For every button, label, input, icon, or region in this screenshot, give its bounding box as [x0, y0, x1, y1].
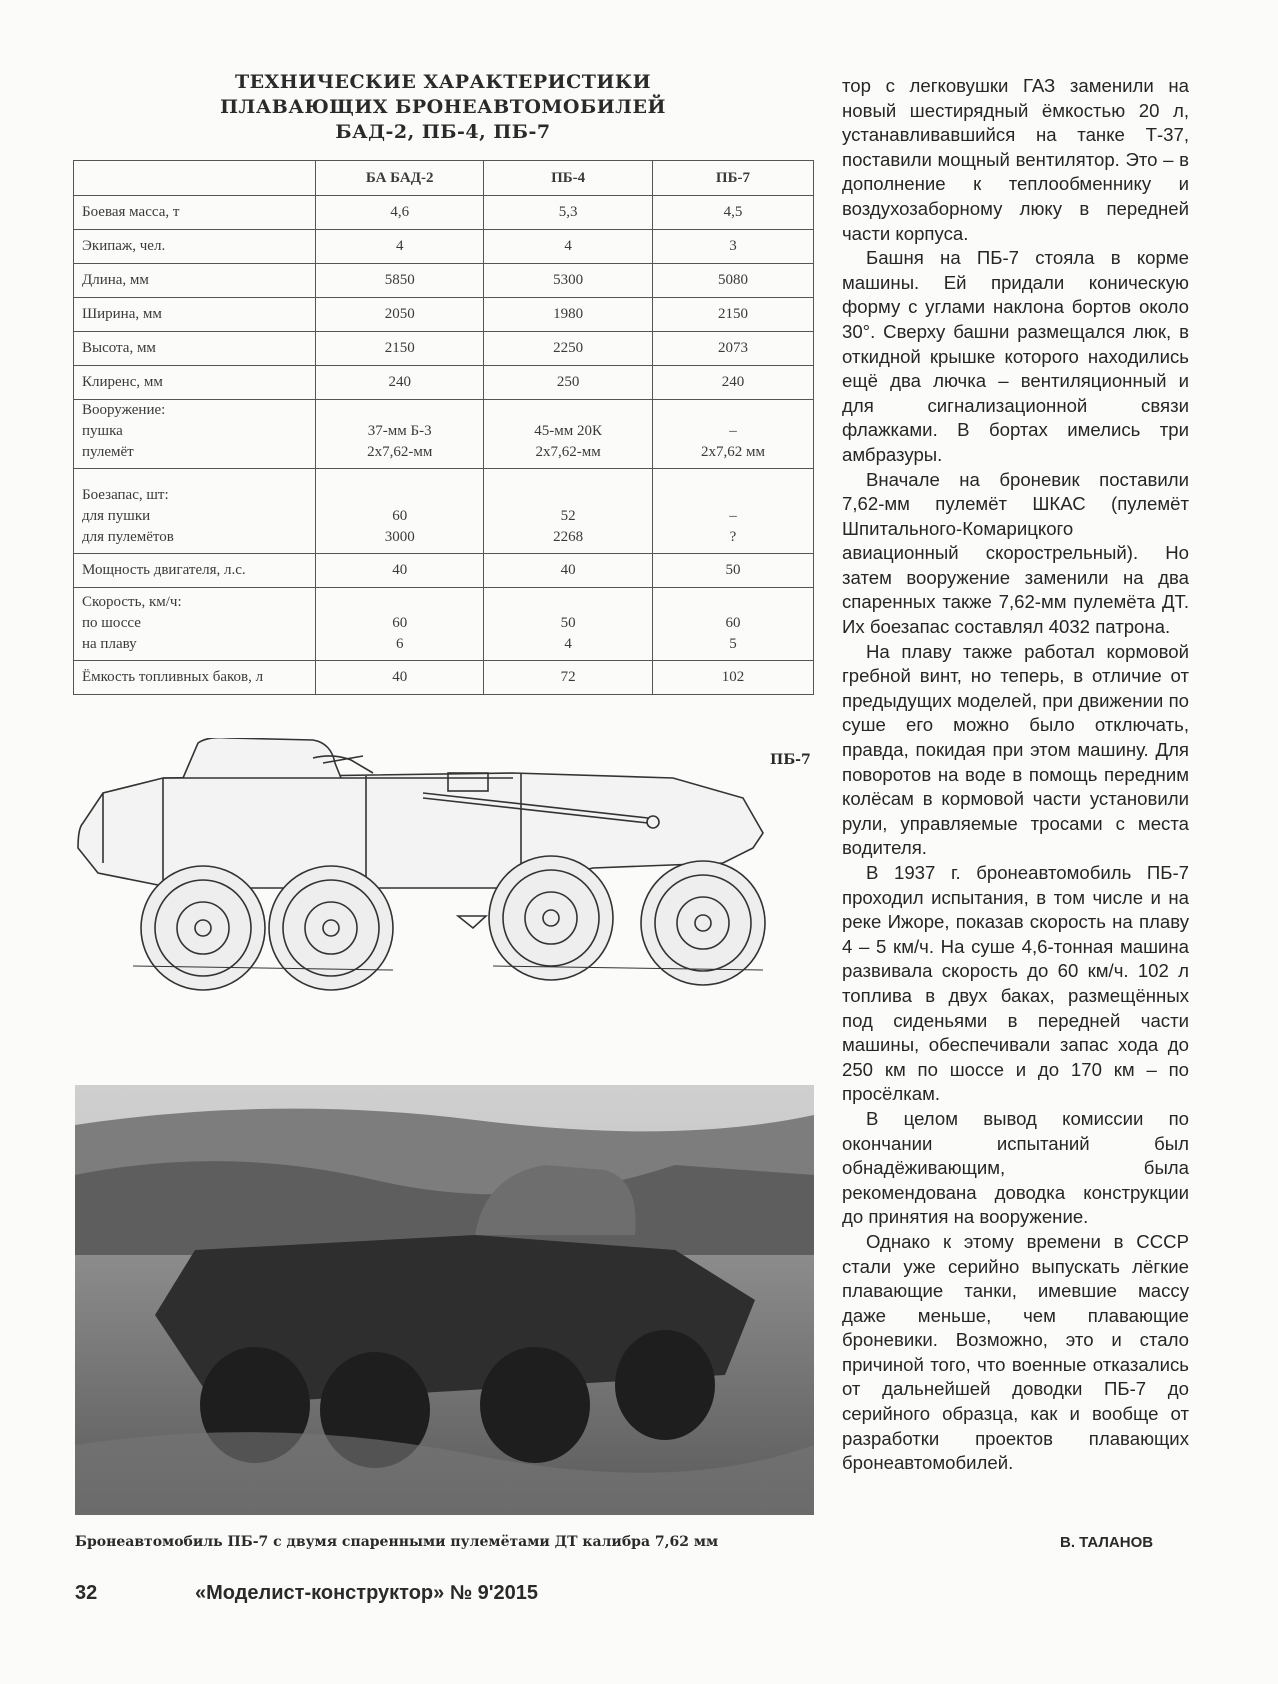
table-cell-value — [316, 588, 484, 661]
table-row — [74, 400, 814, 469]
table-row — [74, 554, 814, 588]
table-cell-line: 5,3 — [558, 204, 578, 220]
table-cell-value — [316, 196, 484, 230]
table-header-blank — [74, 161, 316, 196]
table-cell-line: 2250 — [553, 340, 584, 356]
table-cell-line: пушка — [82, 423, 123, 439]
table-cell-value — [484, 196, 653, 230]
table-cell-line: – — [729, 508, 737, 524]
table-cell-line: по шоссе — [82, 615, 141, 631]
table-cell-line: 60 — [392, 615, 408, 631]
table-row — [74, 298, 814, 332]
table-cell-line: 50 — [560, 615, 576, 631]
table-cell-value — [316, 661, 484, 695]
table-cell-line: ? — [729, 529, 737, 545]
table-cell-line: 2150 — [717, 306, 748, 322]
table-cell-value — [484, 400, 653, 469]
table-cell-line: 4 — [564, 636, 572, 652]
table-cell-line: для пушки — [82, 508, 151, 524]
table-cell-line: 240 — [388, 374, 411, 390]
table-cell-value — [316, 469, 484, 554]
table-cell-line: 4 — [564, 238, 572, 254]
table-cell-value — [316, 332, 484, 366]
article-paragraph: Однако к этому времени в СССР стали уже серийно выпускать лёгкие плавающие танки, имевшие массу даже меньше, чем плавающие броневики. Возможно, это и стало причиной того, что военные отказались от дальнейшей доводки ПБ-7 до серийного образца, как и вообще от разработки проектов плавающих бронеавтомобилей. — [842, 1230, 1189, 1474]
table-cell-value — [484, 588, 653, 661]
table-cell-value — [652, 366, 813, 400]
table-cell-value — [484, 230, 653, 264]
table-cell-line: Высота, мм — [82, 340, 156, 356]
table-cell-value — [484, 332, 653, 366]
table-row — [74, 196, 814, 230]
table-cell-line: 2х7,62-мм — [535, 444, 601, 460]
table-cell-value — [652, 264, 813, 298]
table-header-bad2: БА БАД-2 — [316, 161, 484, 196]
table-cell-line: 2х7,62-мм — [367, 444, 433, 460]
table-cell-line: – — [729, 423, 737, 439]
table-cell-param — [74, 661, 316, 695]
table-cell-line: 52 — [560, 508, 576, 524]
table-cell-line: 5850 — [384, 272, 415, 288]
table-cell-line: 1980 — [553, 306, 584, 322]
spec-table — [73, 160, 814, 695]
table-cell-line: 2268 — [553, 529, 584, 545]
table-cell-value — [316, 400, 484, 469]
table-cell-value — [652, 196, 813, 230]
table-cell-line: 4,6 — [390, 204, 410, 220]
table-row — [74, 366, 814, 400]
table-cell-value — [652, 230, 813, 264]
table-cell-line: Боевая масса, т — [82, 204, 180, 220]
table-cell-line: Мощность двигателя, л.с. — [82, 562, 246, 578]
pb7-side-drawing — [73, 738, 818, 1058]
table-cell-param — [74, 230, 316, 264]
table-cell-line: для пулемётов — [82, 529, 174, 545]
table-cell-line: 2150 — [384, 340, 415, 356]
article-paragraph: В целом вывод комиссии по окончании испытаний был обнадёживающим, была рекомендована доводка конструкции до принятия на вооружение. — [842, 1107, 1189, 1228]
table-cell-value — [652, 469, 813, 554]
table-row — [74, 230, 814, 264]
table-cell-param — [74, 264, 316, 298]
table-row — [74, 332, 814, 366]
table-cell-line: 5 — [729, 636, 737, 652]
article-paragraph: Башня на ПБ-7 стояла в корме машины. Ей придали коническую форму с углами наклона бортов около 30°. Сверху башни размещался люк, в откидной крышке которого находились ещё два лючка – вентиляционный и для сигнализационной связи флажками. В бортах имелись три амбразуры. — [842, 247, 1189, 465]
table-row — [74, 588, 814, 661]
table-cell-line: 40 — [560, 562, 576, 578]
table-cell-line: 50 — [725, 562, 741, 578]
table-cell-line: 2073 — [717, 340, 748, 356]
table-title — [70, 70, 816, 145]
table-title-line1: ТЕХНИЧЕСКИЕ ХАРАКТЕРИСТИКИ — [234, 71, 652, 93]
table-title-line3: БАД-2, ПБ-4, ПБ-7 — [335, 121, 551, 143]
table-cell-value — [652, 298, 813, 332]
table-cell-line: 40 — [392, 669, 408, 685]
table-cell-line: на плаву — [82, 636, 137, 652]
table-cell-value — [652, 588, 813, 661]
table-cell-param — [74, 469, 316, 554]
photo-caption: Бронеавтомобиль ПБ-7 с двумя спаренными пулемётами ДТ калибра 7,62 мм — [75, 1534, 719, 1550]
table-cell-line: пулемёт — [82, 444, 134, 460]
table-cell-value — [484, 469, 653, 554]
table-cell-line: 102 — [721, 669, 745, 685]
table-cell-line: 72 — [560, 669, 576, 685]
table-cell-line: 2050 — [384, 306, 415, 322]
table-cell-line: Ёмкость топливных баков, л — [82, 669, 264, 685]
table-cell-line: 37-мм Б-3 — [367, 423, 432, 439]
table-cell-line: Экипаж, чел. — [82, 238, 166, 254]
table-cell-line: 60 — [725, 615, 741, 631]
table-cell-line: Скорость, км/ч: — [82, 594, 182, 610]
page-number: 32 — [75, 1582, 98, 1604]
table-cell-value — [316, 264, 484, 298]
table-cell-value — [316, 554, 484, 588]
table-cell-value — [652, 661, 813, 695]
table-cell-line: 240 — [721, 374, 745, 390]
pb7-photo-illustration — [75, 1085, 814, 1515]
table-cell-param — [74, 332, 316, 366]
table-row — [74, 469, 814, 554]
table-cell-value — [316, 298, 484, 332]
table-row — [74, 264, 814, 298]
table-cell-param — [74, 366, 316, 400]
table-cell-line: 4,5 — [723, 204, 743, 220]
article-paragraph: В 1937 г. бронеавтомобиль ПБ-7 проходил испытания, в том числе и на реке Ижоре, показав скорость на плаву 4 – 5 км/ч. На суше 4,6-тонная машина развивала скорость до 60 км/ч. 102 л топлива в двух баках, размещённых под сиденьями в передней части машины, обеспечивали запас хода до 250 км по шоссе и до 170 км – по просёлкам. — [842, 862, 1189, 1105]
table-cell-line: 4 — [395, 238, 404, 254]
table-cell-line: 2х7,62 мм — [700, 444, 765, 460]
table-header-row — [74, 161, 814, 196]
table-cell-param — [74, 588, 316, 661]
table-cell-line: 3 — [729, 238, 737, 254]
author: В. ТАЛАНОВ — [1060, 1534, 1154, 1551]
article-paragraph: Вначале на броневик поставили 7,62-мм пулемёт ШКАС (пулемёт Шпитального-Комарицкого авиационный скорострельный). Но затем вооружение заменили на два спаренных также 7,62-мм пулемёта ДТ. Их боезапас составлял 4032 патрона. — [842, 468, 1189, 638]
table-cell-line: 45-мм 20К — [534, 423, 603, 439]
table-cell-param — [74, 554, 316, 588]
table-cell-line: Длина, мм — [82, 272, 149, 288]
table-header-pb4: ПБ-4 — [484, 161, 653, 196]
table-row — [74, 661, 814, 695]
table-cell-line: 60 — [392, 508, 408, 524]
table-cell-line: 5080 — [717, 272, 748, 288]
table-cell-line: 40 — [392, 562, 408, 578]
table-cell-param — [74, 400, 316, 469]
table-header-pb7: ПБ-7 — [652, 161, 813, 196]
table-cell-line: Ширина, мм — [82, 306, 162, 322]
article-text — [842, 74, 1189, 1476]
table-title-line2: ПЛАВАЮЩИХ БРОНЕАВТОМОБИЛЕЙ — [220, 96, 666, 118]
article-paragraph: На плаву также работал кормовой гребной винт, но теперь, в отличие от предыдущих моделей, при движении по суше его можно было отключать, правда, покидая при этом машину. Для поворотов на воде в помощь передним колёсам в кормовой части установили рули, управляемые тросами с места водителя. — [842, 640, 1189, 859]
table-cell-param — [74, 298, 316, 332]
table-cell-line: 6 — [395, 636, 404, 652]
table-cell-value — [652, 400, 813, 469]
table-cell-value — [484, 661, 653, 695]
pb7-photo — [75, 1085, 814, 1515]
table-cell-line: Клиренс, мм — [82, 374, 163, 390]
table-cell-value — [484, 554, 653, 588]
table-cell-line: Вооружение: — [82, 402, 166, 418]
table-cell-line: Боезапас, шт: — [82, 487, 169, 503]
table-cell-value — [652, 554, 813, 588]
table-cell-value — [316, 366, 484, 400]
magazine-title: «Моделист-конструктор» № 9'2015 — [195, 1582, 539, 1604]
table-cell-param — [74, 196, 316, 230]
table-cell-value — [484, 298, 653, 332]
article-paragraph: тор с легковушки ГАЗ заменили на новый шестирядный ёмкостью 20 л, устанавливавшийся на танке Т-37, поставили мощный вентилятор. Это – в дополнение к теплообменнику и воздухозаборному люку в передней части корпуса. — [842, 75, 1189, 244]
table-cell-value — [484, 264, 653, 298]
table-cell-value — [316, 230, 484, 264]
table-cell-line: 3000 — [384, 529, 415, 545]
table-cell-value — [484, 366, 653, 400]
table-cell-line: 250 — [556, 374, 580, 390]
table-cell-line: 5300 — [553, 272, 584, 288]
table-cell-value — [652, 332, 813, 366]
drawing-label: ПБ-7 — [770, 752, 811, 768]
